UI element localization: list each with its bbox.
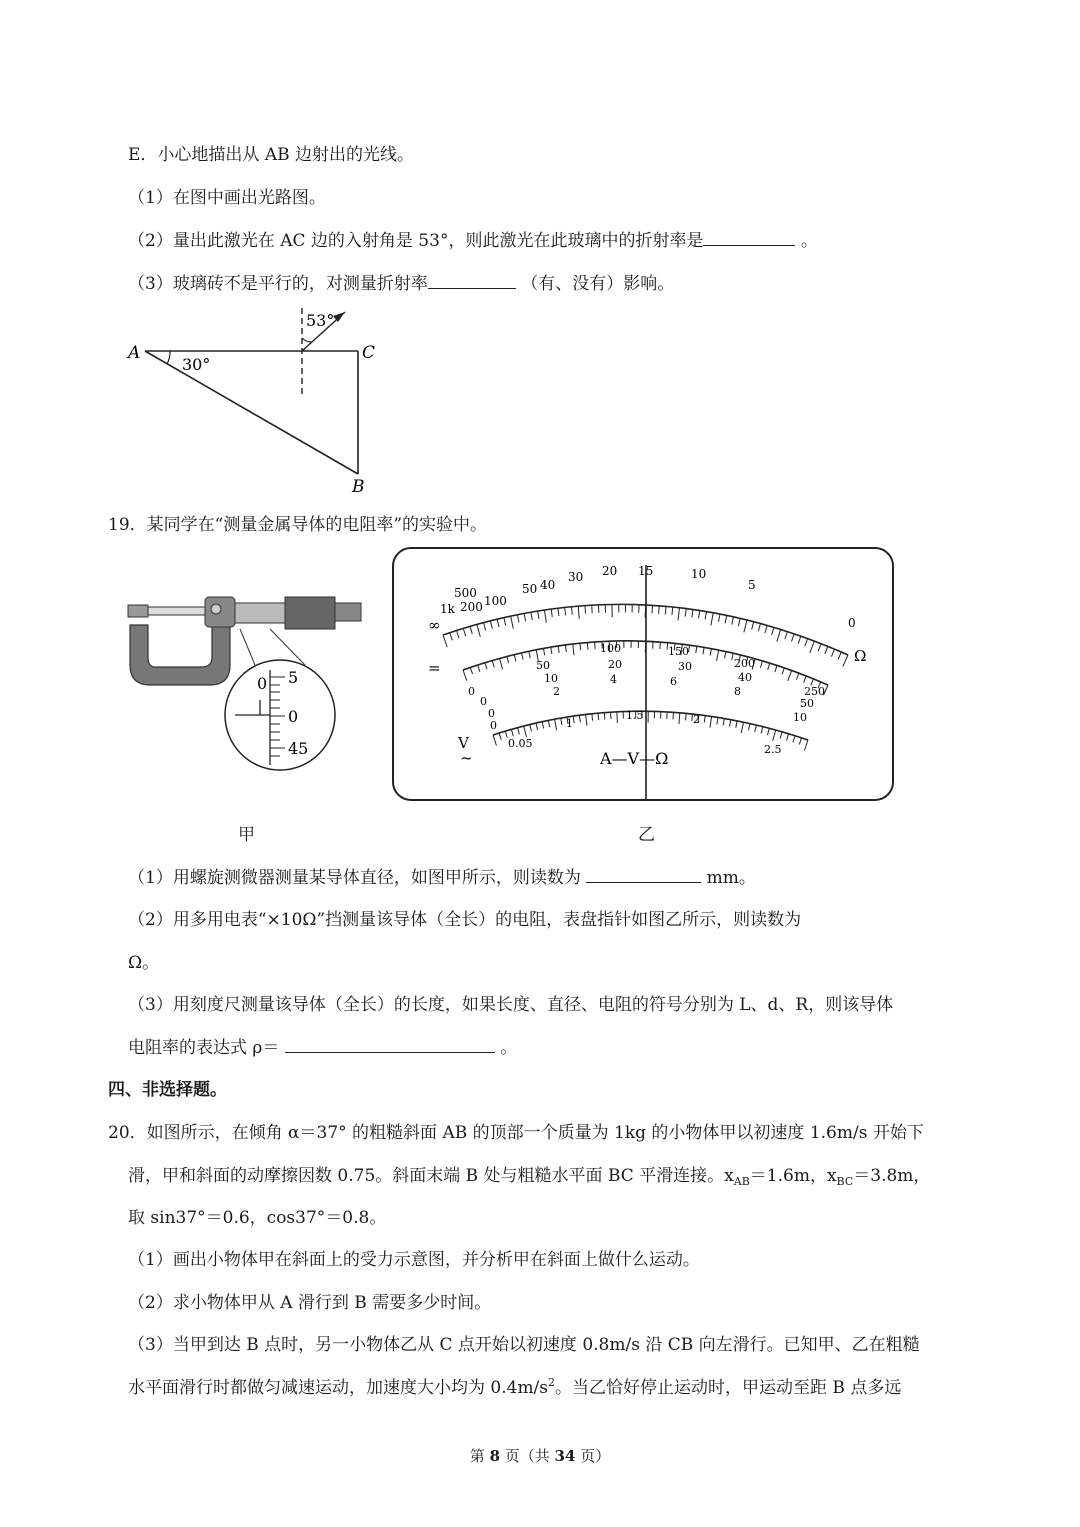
dial-tick — [659, 606, 660, 614]
q20-line2-c: ＝3.8m， — [853, 1166, 931, 1186]
q20-part3-cont-a: 水平面滑行时都做匀减速运动，加速度大小均为 0.4m/s — [128, 1378, 549, 1398]
mid-50: 50 — [800, 697, 814, 710]
ohm-200: 200 — [460, 600, 483, 614]
q20-line2-b: ＝1.6m，x — [749, 1166, 837, 1186]
q19-part3: （3）用刻度尺测量该导体（全长）的长度，如果长度、直径、电阻的符号分别为 L、d、R，则该导体 — [128, 995, 894, 1015]
q20-sup-2: 2 — [548, 1376, 556, 1389]
low-10: 10 — [793, 711, 807, 724]
q20-line2-a: 滑，甲和斜面的动摩擦因数 0.75。斜面末端 B 处与粗糙水平面 BC 平滑连接。x — [128, 1166, 734, 1186]
mid-40: 40 — [738, 671, 752, 684]
footer-post: 页） — [575, 1447, 611, 1465]
ohm-10: 10 — [691, 567, 707, 581]
dial-tick — [665, 606, 666, 614]
low-0: 0 — [488, 707, 495, 720]
q19-part1-text: （1）用螺旋测微器测量某导体直径，如图甲所示，则读数为 — [128, 868, 581, 888]
ohm-1k: 1k — [440, 602, 455, 616]
ohm-500: 500 — [454, 586, 477, 600]
ac-005: 0.05 — [508, 737, 533, 750]
dc-50: 50 — [536, 659, 550, 672]
dc-150: 150 — [668, 645, 689, 658]
meter-center-label: A—V—Ω — [600, 749, 669, 768]
ohm-0: 0 — [848, 616, 856, 630]
line-3 — [128, 269, 674, 294]
ohm-20: 20 — [602, 564, 618, 578]
ohm-symbol: Ω — [854, 647, 867, 665]
dial-tick — [660, 642, 661, 649]
ac-15: 1.5 — [626, 709, 644, 722]
dial-tick — [587, 643, 588, 650]
q19-part2-unit: Ω。 — [128, 953, 160, 973]
mid-10: 10 — [544, 672, 558, 685]
line-e: E．小心地描出从 AB 边射出的光线。 — [128, 145, 414, 165]
ac-symbol: ~ — [460, 749, 473, 767]
q19-part3-formula-text: 电阻率的表达式 ρ＝ — [128, 1038, 280, 1058]
dc-symbol: = — [428, 659, 441, 677]
q20-part2: （2）求小物体甲从 A 滑行到 B 需要多少时间。 — [128, 1293, 492, 1313]
caption-yi: 乙 — [638, 825, 655, 845]
label-a: A — [128, 343, 141, 363]
ohm-30: 30 — [568, 570, 584, 584]
ohm-50: 50 — [522, 582, 538, 596]
q19-part2: （2）用多用电表“×10Ω”挡测量该导体（全长）的电阻，表盘指针如图乙所示，则读数为 — [128, 910, 802, 930]
mid-30: 30 — [678, 660, 692, 673]
footer-total: 34 — [554, 1447, 576, 1465]
multimeter-figure — [388, 545, 898, 805]
low-8: 8 — [734, 685, 741, 698]
dc-250: 250 — [804, 685, 825, 698]
low-2: 2 — [553, 685, 560, 698]
q20-sub-bc: BC — [836, 1175, 854, 1188]
footer-pre: 第 — [469, 1447, 490, 1465]
dial-tick — [598, 713, 599, 720]
q20-line3: 取 sin37°＝0.6，cos37°＝0.8。 — [128, 1208, 387, 1228]
line-2-end: 。 — [800, 231, 818, 251]
triangle-diagram — [120, 300, 390, 500]
answer-blank-influence[interactable] — [428, 270, 516, 289]
dial-tick — [686, 713, 687, 720]
q20-part3-cont-b: 。当乙恰好停止运动时，甲运动至距 B 点多远 — [555, 1378, 902, 1398]
mid-20: 20 — [608, 658, 622, 671]
dial-tick — [580, 643, 581, 650]
dc-100: 100 — [600, 642, 621, 655]
q20-part3-cont — [128, 1373, 901, 1398]
micrometer-0: 0 — [288, 707, 299, 726]
ohm-40: 40 — [540, 578, 556, 592]
answer-blank-resistivity[interactable] — [285, 1034, 495, 1053]
v-symbol: V — [458, 734, 469, 752]
q20-line1: 20．如图所示，在倾角 α＝37° 的粗糙斜面 AB 的顶部一个质量为 1kg 的小物体甲以初速度 1.6m/s 开始下 — [108, 1123, 924, 1143]
line-2 — [128, 226, 818, 251]
dial-tick — [585, 606, 586, 614]
answer-blank-diameter[interactable] — [586, 864, 701, 883]
ohm-inf: ∞ — [428, 616, 441, 634]
mid-0: 0 — [480, 695, 487, 708]
ac-0: 0 — [490, 719, 497, 732]
q20-line2 — [128, 1161, 930, 1188]
micrometer-figure — [120, 585, 370, 810]
angle-30: 30° — [182, 355, 211, 374]
q19-part1 — [128, 863, 756, 888]
answer-blank-refractive-index[interactable] — [703, 227, 795, 246]
q19-part3-end: 。 — [500, 1038, 518, 1058]
dc-0: 0 — [468, 685, 475, 698]
q19-part1-unit: mm。 — [706, 868, 756, 888]
dc-200: 200 — [734, 657, 755, 670]
ohm-5: 5 — [748, 578, 756, 592]
micrometer-5: 5 — [288, 668, 299, 687]
line-3-text: （3）玻璃砖不是平行的，对测量折射率 — [128, 274, 428, 294]
footer-page: 8 — [489, 1447, 500, 1465]
q20-part1: （1）画出小物体甲在斜面上的受力示意图，并分析甲在斜面上做什么运动。 — [128, 1250, 700, 1270]
low-4: 4 — [610, 673, 617, 686]
ohm-15: 15 — [638, 564, 654, 578]
micrometer-45: 45 — [288, 739, 309, 758]
question-19: 19．某同学在“测量金属导体的电阻率”的实验中。 — [108, 515, 488, 535]
label-c: C — [362, 343, 376, 363]
ac-25: 2.5 — [764, 743, 782, 756]
page-footer — [0, 1445, 1080, 1466]
ac-1: 1 — [566, 717, 573, 730]
micrometer-main-0: 0 — [257, 674, 268, 693]
angle-53: 53° — [306, 311, 335, 330]
line-3-end: （有、没有）影响。 — [521, 274, 675, 294]
dial-tick — [604, 713, 605, 720]
low-6: 6 — [670, 675, 677, 688]
ohm-100: 100 — [484, 594, 507, 608]
dial-tick — [645, 605, 646, 618]
line-1: （1）在图中画出光路图。 — [128, 188, 326, 208]
ac-2: 2 — [693, 713, 700, 726]
line-2-text: （2）量出此激光在 AC 边的入射角是 53°，则此激光在此玻璃中的折射率是 — [128, 231, 704, 251]
dial-tick — [617, 712, 618, 723]
caption-jia: 甲 — [238, 825, 255, 845]
section-4-title: 四、非选择题。 — [108, 1080, 227, 1100]
q20-part3: （3）当甲到达 B 点时，另一小物体乙从 C 点开始以初速度 0.8m/s 沿 CB 向左滑行。已知甲、乙在粗糙 — [128, 1335, 920, 1355]
q19-part3-formula — [128, 1033, 517, 1058]
label-b: B — [352, 477, 365, 497]
footer-mid: 页（共 — [500, 1447, 555, 1465]
q20-sub-ab: AB — [733, 1175, 750, 1188]
